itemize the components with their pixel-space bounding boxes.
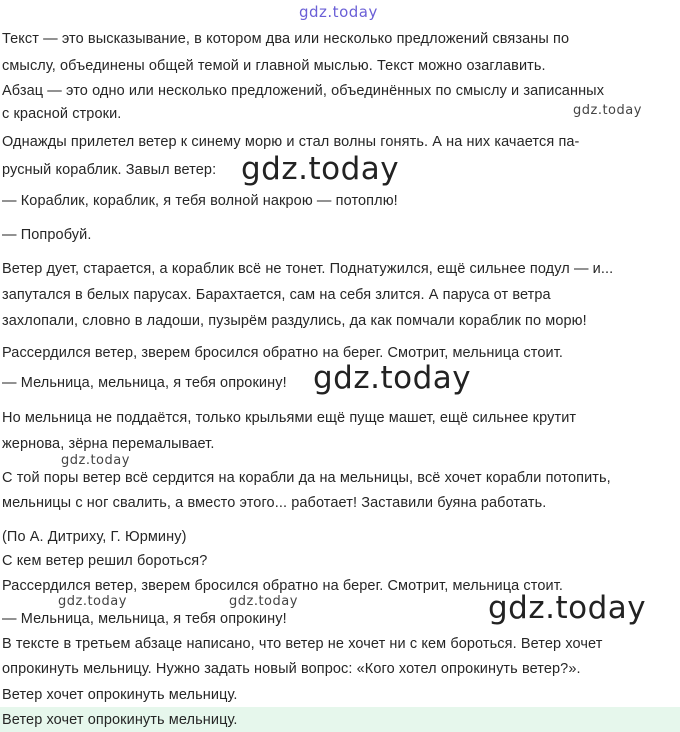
text-line: (По А. Дитриху, Г. Юрмину) — [2, 529, 187, 545]
answer-line: Ветер хочет опрокинуть мельницу. — [2, 712, 238, 728]
watermark: gdz.today — [241, 151, 400, 187]
text-line: жернова, зёрна перемалывает. — [2, 436, 215, 452]
text-line: В тексте в третьем абзаце написано, что ветер не хочет ни с кем бороться. Ветер хочет — [2, 636, 603, 652]
text-line: — Кораблик, кораблик, я тебя волной накрою — потоплю! — [2, 193, 398, 209]
text-line: Текст — это высказывание, в котором два или несколько предложений связаны по — [2, 31, 570, 47]
watermark-top: gdz.today — [299, 3, 378, 21]
text-line: Ветер хочет опрокинуть мельницу. — [2, 687, 238, 703]
watermark: gdz.today — [488, 590, 647, 626]
text-line: С кем ветер решил бороться? — [2, 553, 208, 569]
text-line: — Попробуй. — [2, 227, 92, 243]
text-line: — Мельница, мельница, я тебя опрокину! — [2, 611, 287, 627]
text-line: Но мельница не поддаётся, только крыльями ещё пуще машет, ещё сильнее крутит — [2, 410, 577, 426]
text-line: Однажды прилетел ветер к синему морю и стал волны гонять. А на них качается па- — [2, 134, 580, 150]
watermark: gdz.today — [313, 360, 472, 396]
watermark: gdz.today — [229, 594, 298, 609]
text-line: мельницы с ног свалить, а вместо этого... работает! Заставили буяна работать. — [2, 495, 547, 511]
text-line: Ветер дует, старается, а кораблик всё не тонет. Поднатужился, ещё сильнее подул — и... — [2, 261, 614, 277]
text-line: запутался в белых парусах. Барахтается, сам на себя злится. А паруса от ветра — [2, 287, 551, 303]
text-line: Рассердился ветер, зверем бросился обратно на берег. Смотрит, мельница стоит. — [2, 578, 563, 594]
text-line: — Мельница, мельница, я тебя опрокину! — [2, 375, 287, 391]
text-line: Абзац — это одно или несколько предложений, объединённых по смыслу и записанных — [2, 83, 605, 99]
text-line: захлопали, словно в ладоши, пузырём раздулись, да как помчали кораблик по морю! — [2, 313, 587, 329]
text-line: опрокинуть мельницу. Нужно задать новый вопрос: «Кого хотел опрокинуть ветер?». — [2, 661, 581, 677]
watermark: gdz.today — [573, 103, 642, 118]
text-line: с красной строки. — [2, 106, 122, 122]
watermark: gdz.today — [58, 594, 127, 609]
text-line: смыслу, объединены общей темой и главной мыслью. Текст можно озаглавить. — [2, 58, 546, 74]
text-line: Рассердился ветер, зверем бросился обратно на берег. Смотрит, мельница стоит. — [2, 345, 563, 361]
watermark: gdz.today — [61, 453, 130, 468]
text-line: С той поры ветер всё сердится на корабли да на мельницы, всё хочет корабли потопить, — [2, 470, 611, 486]
text-line: русный кораблик. Завыл ветер: — [2, 162, 217, 178]
